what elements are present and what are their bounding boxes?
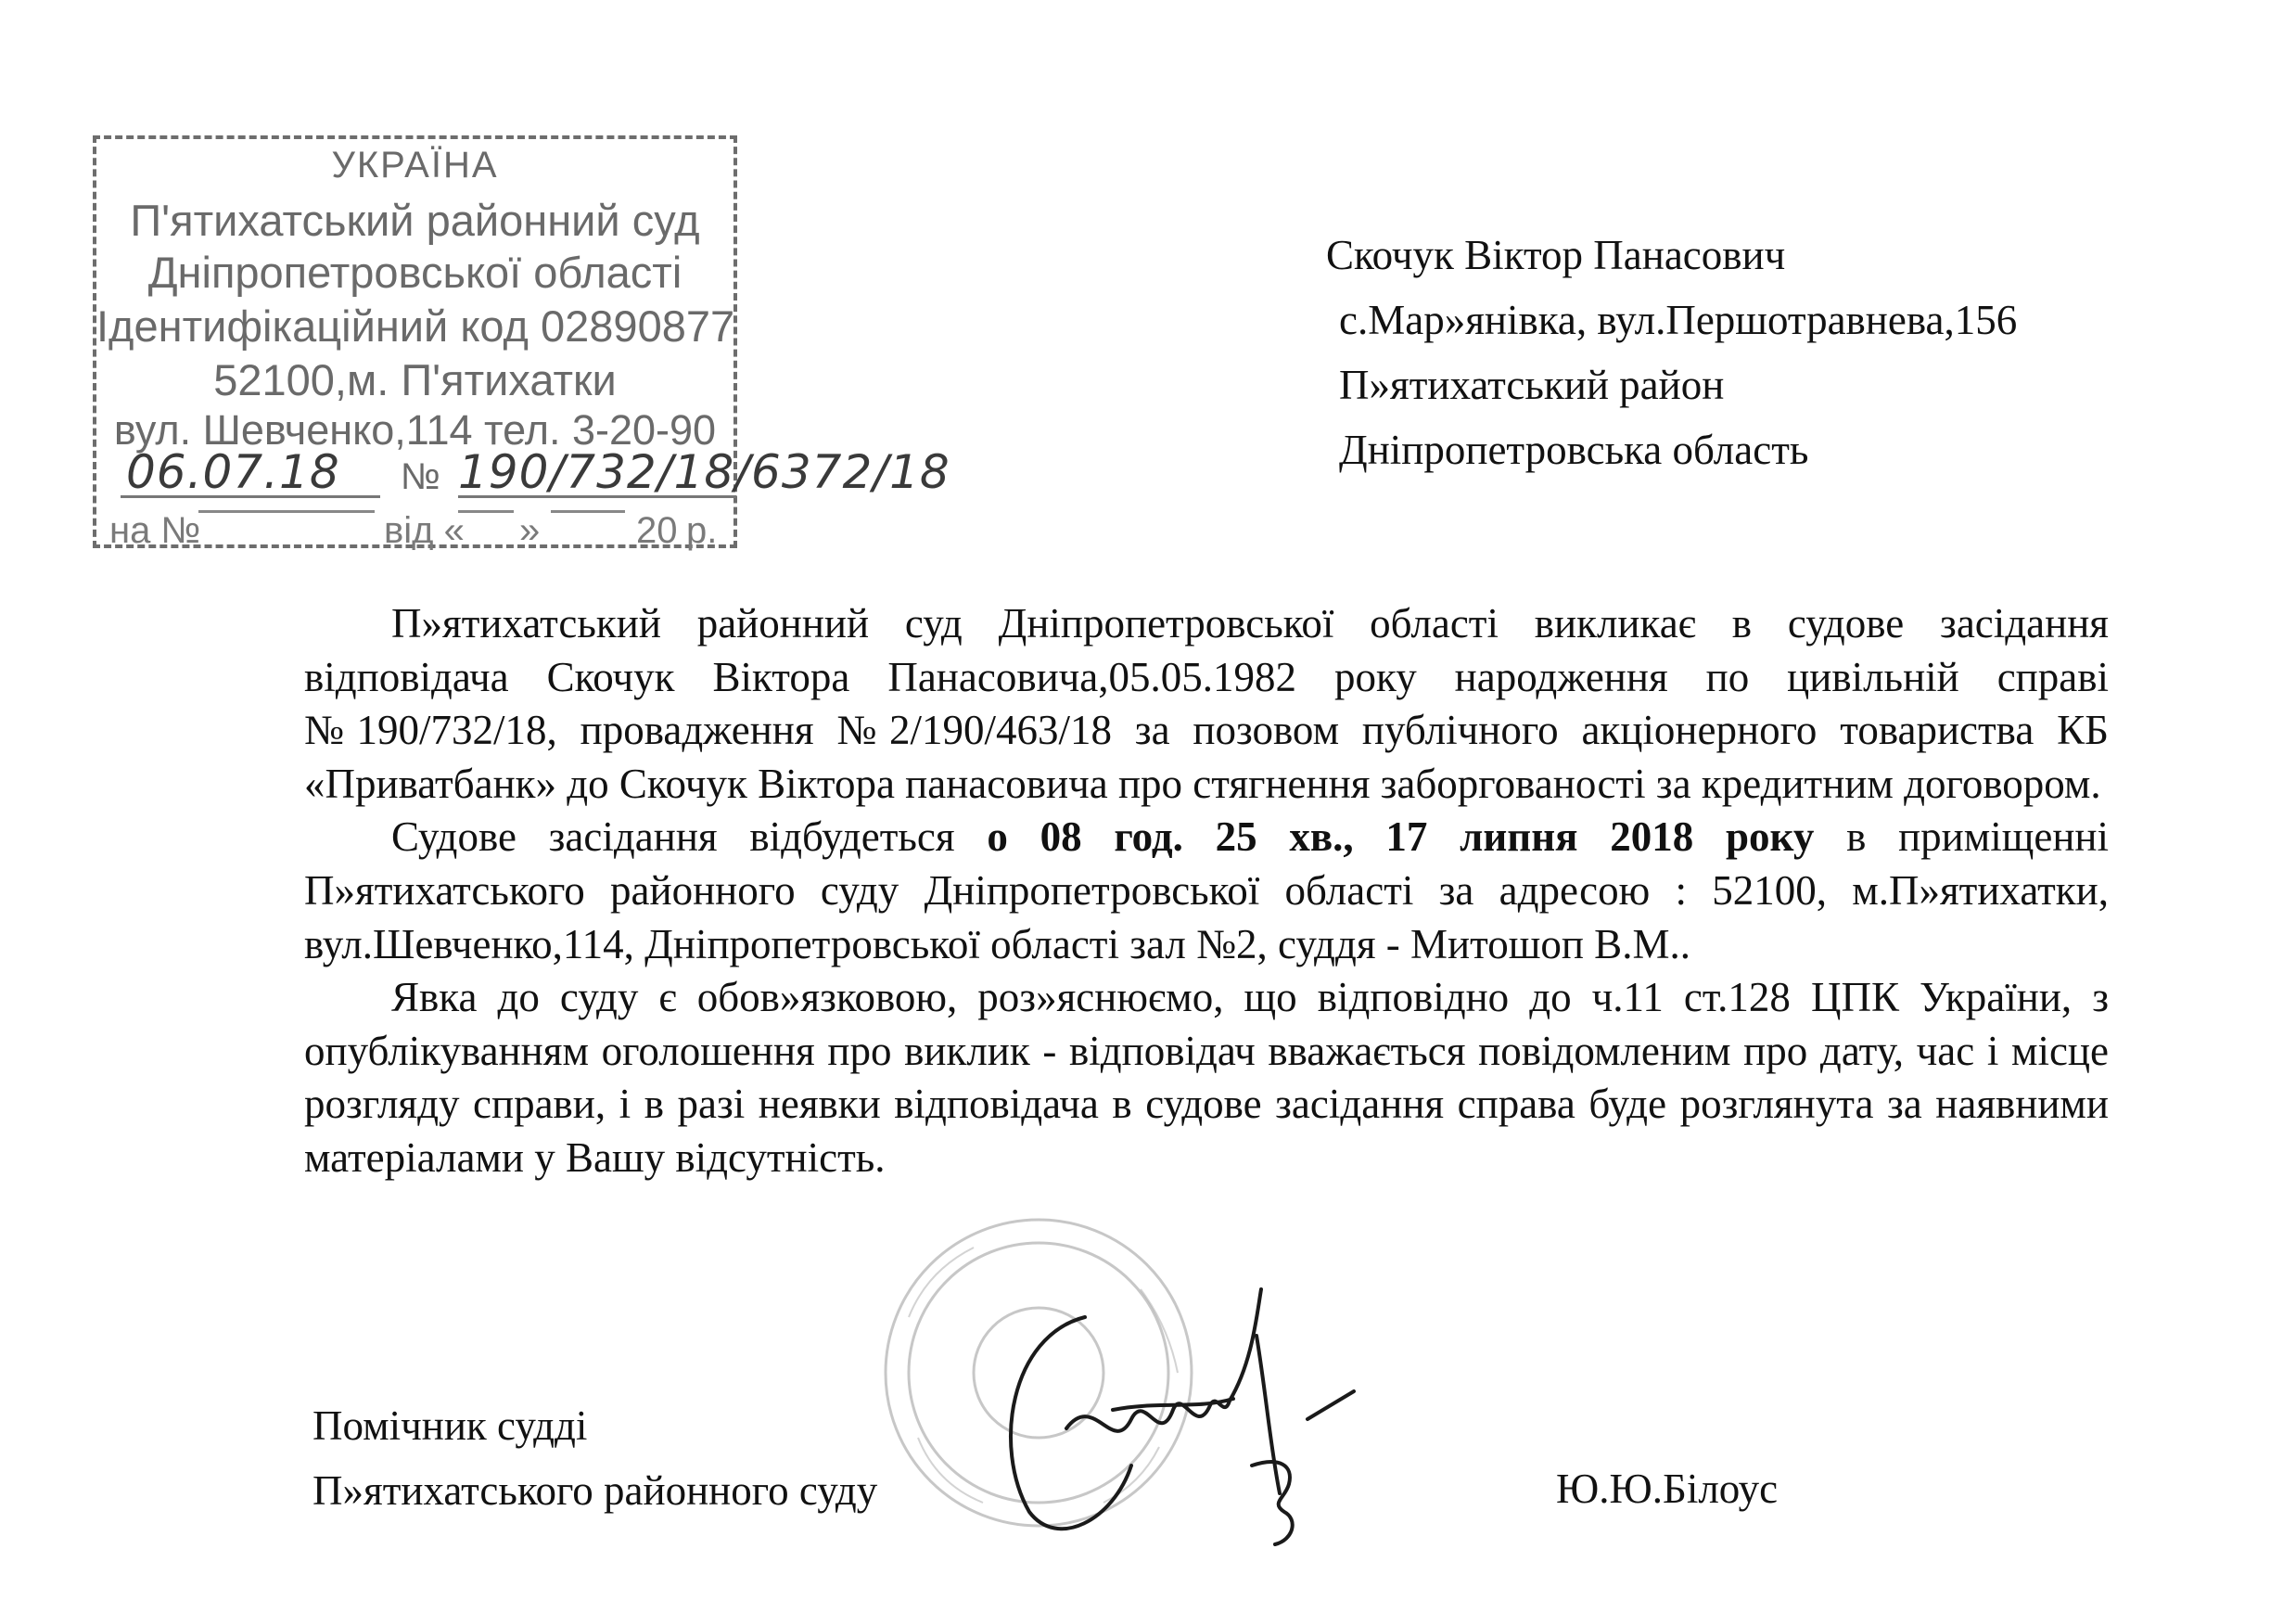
stamp-id-code: Ідентифікаційний код 02890877	[96, 301, 735, 351]
signer-title-line-1: Помічник судді	[313, 1402, 588, 1449]
stamp-ref-month-blank	[551, 510, 625, 513]
addressee-name: Скочук Віктор Панасович	[1326, 232, 1786, 278]
summons-paragraph-2	[304, 811, 2109, 971]
court-registration-stamp	[93, 135, 950, 551]
stamp-reg-date: 06.07.18	[126, 445, 340, 499]
addressee-oblast: Дніпропетровська область	[1339, 427, 1809, 473]
summons-paragraph-1: П»ятихатський районний суд Дніпропетровської області викликає в судове засідання відповідача Скочук Віктора Панасовича,05.05.1982 року народження по цивільній справі №190/732/18, провадження №2/190/463/18 за позовом публічного акціонерного товариства КБ «Приватбанк» до Скочук Віктора панасовича про стягнення заборгованості за кредитним договором.	[304, 600, 2109, 807]
signer-title	[313, 1393, 877, 1523]
stamp-address: вул. Шевченко,114 тел. 3-20-90	[113, 406, 717, 454]
stamp-country: УКРАЇНА	[331, 145, 499, 186]
stamp-ref-label: на №	[109, 510, 201, 551]
stamp-registration-line	[106, 445, 950, 506]
stamp-reference-line	[106, 510, 736, 551]
stamp-region: Дніпропетровської області	[147, 248, 682, 297]
hearing-datetime: о 08 год. 25 хв., 17 липня 2018 року	[987, 813, 1815, 861]
addressee-village: с.Мар»янівка, вул.Першотравнева,156	[1339, 297, 2018, 343]
handwritten-signature	[974, 1280, 1363, 1558]
stamp-reg-number: 190/732/18/6372/18	[458, 445, 950, 499]
summons-paragraph-3: Явка до суду є обов»язковою, роз»яснюємо, що відповідно до ч.11 ст.128 ЦПК України, з опублікуванням оголошення про виклик - відповідач вважається повідомленим про дату, час і місце розгляду справи, і в разі неявки відповідача в судове засідання справа буде розглянута за наявними матеріалами у Вашу відсутність.	[304, 974, 2109, 1181]
stamp-ref-suffix: р.	[686, 510, 718, 551]
hearing-location: в приміщенні П»ятихатського районного суду Дніпропетровської області за адресою : 52100, м.П»ятихатки, вул.Шевченко,114, Дніпропетровської області зал №2, суддя - Митошоп В.М..	[304, 813, 2109, 967]
addressee-district: П»ятихатський район	[1339, 362, 1725, 408]
addressee-block	[1326, 223, 2017, 482]
stamp-ref-blank	[198, 510, 375, 513]
stamp-ref-year: 20	[636, 510, 678, 551]
signer-name: Ю.Ю.Білоус	[1556, 1466, 1779, 1512]
hearing-intro: Судове засідання відбудеться	[391, 813, 988, 861]
stamp-city: 52100,м. П'ятихатки	[213, 355, 617, 404]
summons-body	[304, 597, 2109, 1185]
stamp-reg-no-label: №	[401, 456, 440, 497]
stamp-court-name: П'ятихатський районний суд	[130, 196, 700, 245]
signer-title-line-2: П»ятихатського районного суду	[313, 1467, 878, 1514]
stamp-ref-from: від «	[384, 510, 465, 551]
stamp-ref-day-blank	[458, 510, 514, 513]
stamp-ref-close: »	[519, 510, 541, 551]
